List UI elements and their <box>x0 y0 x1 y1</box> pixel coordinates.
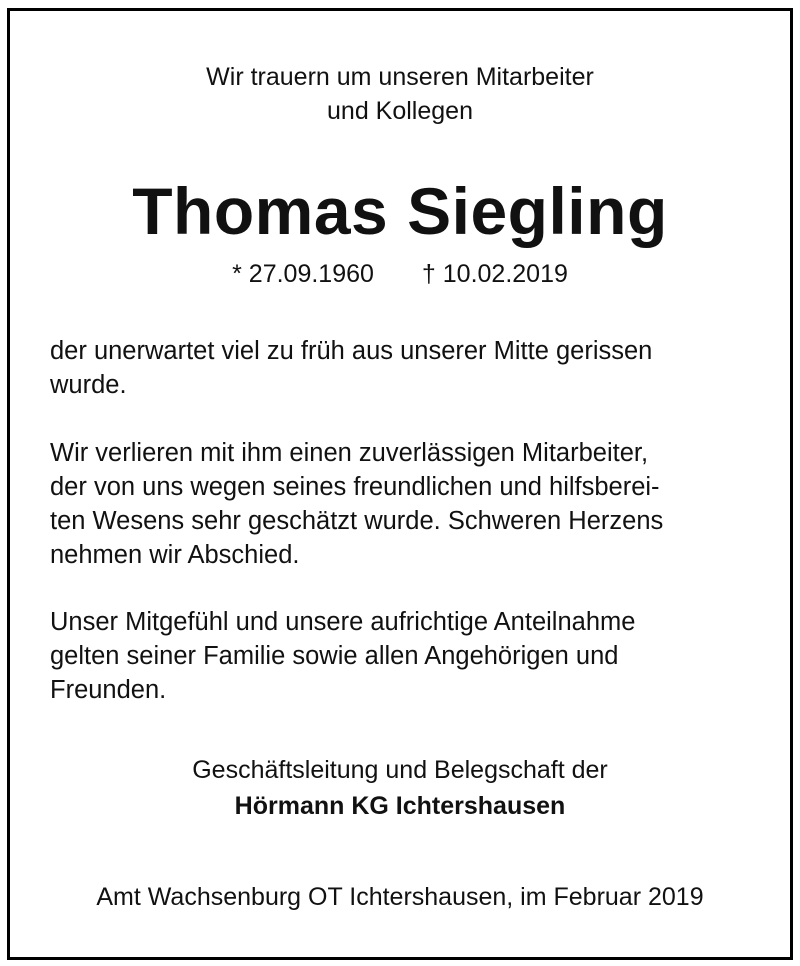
paragraph-1 <box>50 334 750 402</box>
intro-text <box>10 60 790 128</box>
text-line: wurde. <box>50 371 127 399</box>
signature-line: Geschäftsleitung und Belegschaft der <box>192 756 608 784</box>
text-line: ten Wesens sehr geschätzt wurde. Schweren Herzens <box>50 507 664 535</box>
text-line: Freunden. <box>50 676 167 704</box>
text-line: der unerwartet viel zu früh aus unserer Mitte gerissen <box>50 337 653 365</box>
birth-date: * 27.09.1960 <box>232 260 374 288</box>
obituary-frame <box>7 8 793 960</box>
intro-line: und Kollegen <box>327 97 473 125</box>
company-name: Hörmann KG Ichtershausen <box>234 792 566 820</box>
paragraph-2 <box>50 436 750 572</box>
death-date: † 10.02.2019 <box>421 260 568 288</box>
deceased-name: Thomas Siegling <box>132 174 668 248</box>
text-line: Wir verlieren mit ihm einen zuverlässigen Mitarbeiter, <box>50 439 649 467</box>
text-line: nehmen wir Abschied. <box>50 541 300 569</box>
text-line: gelten seiner Familie sowie allen Angehörigen und <box>50 642 619 670</box>
paragraph-3 <box>50 605 750 707</box>
place-date: Amt Wachsenburg OT Ichtershausen, im Februar 2019 <box>96 883 704 911</box>
text-line: der von uns wegen seines freundlichen und hilfsberei- <box>50 473 660 501</box>
text-line: Unser Mitgefühl und unsere aufrichtige Anteilnahme <box>50 608 636 636</box>
intro-line: Wir trauern um unseren Mitarbeiter <box>206 63 594 91</box>
life-dates <box>10 257 790 291</box>
